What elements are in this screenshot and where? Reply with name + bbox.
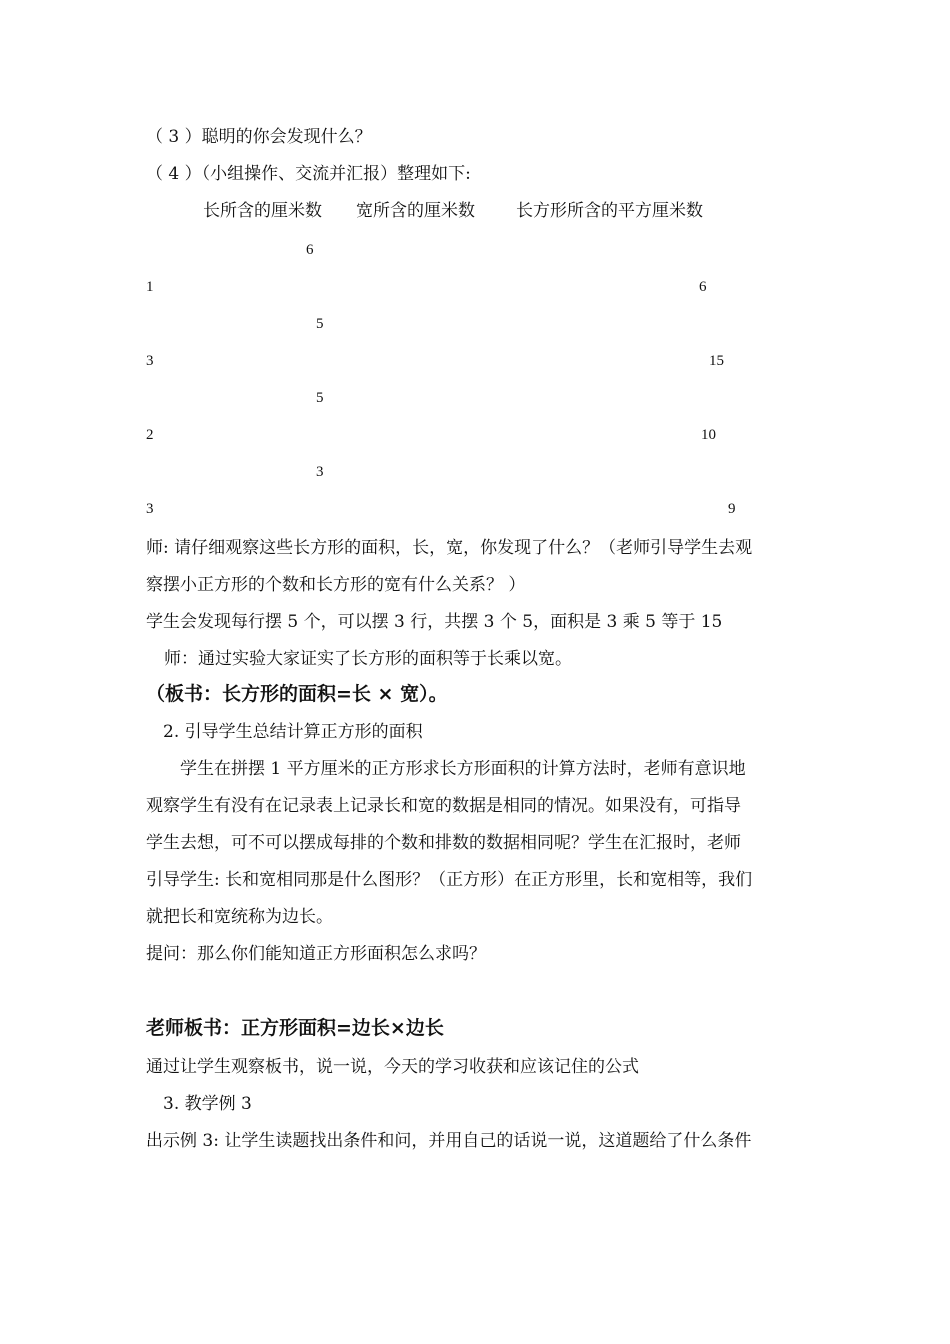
example-3-line: 出示例 3: 让学生读题找出条件和问，并用自己的话说一说，这道题给了什么条件 (146, 1131, 752, 1151)
table-cell-width: 5 (316, 316, 324, 332)
table-cell-length: 2 (146, 427, 154, 443)
paragraph-line: 学生在拼摆 1 平方厘米的正方形求长方形面积的计算方法时，老师有意识地 (180, 759, 746, 779)
paragraph-line: 就把长和宽统称为边长。 (146, 907, 333, 927)
question-3: （ 3 ）聪明的你会发现什么？ (146, 127, 372, 147)
step-3-heading: 3. 教学例 3 (163, 1094, 252, 1114)
table-cell-width: 5 (316, 390, 324, 406)
table-cell-length: 3 (146, 353, 154, 369)
table-header-area: 长方形所含的平方厘米数 (516, 201, 703, 221)
question-4: （ 4 ）（小组操作、交流并汇报）整理如下: (146, 164, 471, 184)
paragraph-line: 学生去想，可不可以摆成每排的个数和排数的数据相同呢？学生在汇报时，老师 (146, 833, 741, 853)
student-finding: 学生会发现每行摆 5 个，可以摆 3 行，共摆 3 个 5，面积是 3 乘 5 等于 15 (146, 612, 723, 632)
table-cell-area: 6 (699, 279, 707, 295)
table-cell-area: 10 (701, 427, 716, 443)
step-2-heading: 2. 引导学生总结计算正方形的面积 (163, 722, 423, 742)
table-cell-area: 15 (709, 353, 724, 369)
table-cell-length: 1 (146, 279, 154, 295)
table-cell-width: 6 (306, 242, 314, 258)
paragraph-line: 观察学生有没有在记录表上记录长和宽的数据是相同的情况。如果没有，可指导 (146, 796, 741, 816)
table-header-width: 宽所含的厘米数 (356, 201, 475, 221)
table-cell-width: 3 (316, 464, 324, 480)
board-square-formula: 老师板书：正方形面积=边长×边长 (146, 1017, 444, 1039)
board-rectangle-formula: （板书：长方形的面积=长 × 宽）。 (146, 683, 448, 705)
summary-line: 通过让学生观察板书，说一说，今天的学习收获和应该记住的公式 (146, 1057, 639, 1077)
paragraph-line: 引导学生: 长和宽相同那是什么图形？（正方形）在正方形里，长和宽相等，我们 (146, 870, 753, 890)
teacher-conclusion: 师：通过实验大家证实了长方形的面积等于长乘以宽。 (164, 649, 572, 669)
table-header-length: 长所含的厘米数 (203, 201, 322, 221)
teacher-observe-line-1: 师: 请仔细观察这些长方形的面积，长，宽，你发现了什么？（老师引导学生去观 (146, 538, 753, 558)
table-cell-area: 9 (728, 501, 736, 517)
table-cell-length: 3 (146, 501, 154, 517)
teacher-observe-line-2: 察摆小正方形的个数和长方形的宽有什么关系？ ） (146, 575, 526, 595)
question-line: 提问：那么你们能知道正方形面积怎么求吗？ (146, 944, 486, 964)
